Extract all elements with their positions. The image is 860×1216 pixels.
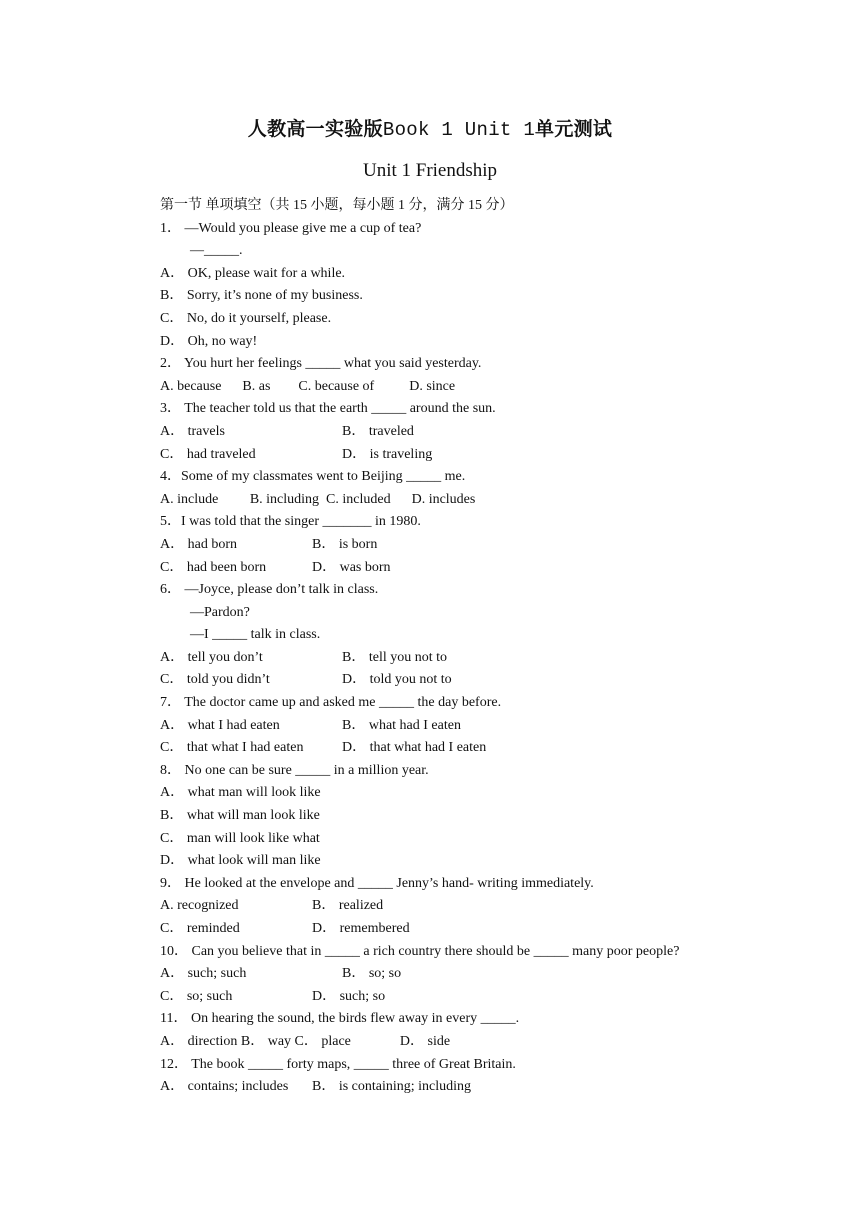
q4-stem: 4．Some of my classmates went to Beijing _____ me. xyxy=(160,469,466,485)
q12-stem: 12． The book _____ forty maps, _____ three of Great Britain. xyxy=(160,1056,516,1072)
q6-option-d: D． told you not to xyxy=(342,672,452,688)
section-heading: 第一节 单项填空（共 15 小题，每小题 1 分，满分 15 分） xyxy=(160,198,514,213)
q2-stem: 2． You hurt her feelings _____ what you said yesterday. xyxy=(160,356,482,372)
q1-option-a: A． OK, please wait for a while. xyxy=(160,265,346,281)
q12-options-row1 xyxy=(160,1076,780,1099)
q9-options-row1 xyxy=(160,895,780,918)
document-title xyxy=(0,114,860,141)
q7-option-c: C． that what I had eaten xyxy=(160,740,304,756)
q3-options-row2 xyxy=(160,444,780,467)
q6-line3: —I _____ talk in class. xyxy=(190,627,321,643)
title-cn: 人教高一实验版 xyxy=(247,119,383,140)
q5-options-row1 xyxy=(160,534,780,557)
q11-stem: 11． On hearing the sound, the birds flew away in every _____. xyxy=(160,1011,520,1027)
document-subtitle: Unit 1 Friendship xyxy=(362,160,498,181)
q8-stem: 8． No one can be sure _____ in a million year. xyxy=(160,762,429,778)
q9-option-a: A. recognized xyxy=(160,898,239,914)
q9-options-row2 xyxy=(160,918,780,941)
q6-option-a: A． tell you don’t xyxy=(160,649,263,665)
q12-option-a: A． contains; includes xyxy=(160,1079,289,1095)
q3-stem: 3． The teacher told us that the earth _____ around the sun. xyxy=(160,401,496,417)
q8-option-c: C． man will look like what xyxy=(160,830,320,846)
q3-option-b: B． traveled xyxy=(342,423,414,439)
q9-option-c: C． reminded xyxy=(160,921,240,936)
q1-stem: 1． —Would you please give me a cup of tea? xyxy=(160,220,422,236)
q6-option-c: C． told you didn’t xyxy=(160,672,270,688)
q6-options-row1 xyxy=(160,647,780,670)
title-mono: Book 1 Unit 1 xyxy=(382,119,536,141)
q8-option-d: D． what look will man like xyxy=(160,853,321,869)
q11-options: A． direction B． way C． place D． side xyxy=(160,1033,451,1049)
q6-option-b: B． tell you not to xyxy=(342,649,447,665)
q8-option-b: B． what will man look like xyxy=(160,808,320,824)
q10-option-b: B． so; so xyxy=(342,966,402,982)
q6-line2: —Pardon? xyxy=(190,604,250,620)
q10-stem: 10． Can you believe that in _____ a rich country there should be _____ many poor people? xyxy=(160,943,680,959)
q1-reply: —_____. xyxy=(190,243,243,259)
q4-options: A. include B. including C. included D. includes xyxy=(160,491,476,507)
q10-options-row1 xyxy=(160,963,780,986)
q8-option-a: A． what man will look like xyxy=(160,785,321,801)
q5-option-c: C． had been born xyxy=(160,559,267,575)
q7-options-row1 xyxy=(160,715,780,738)
question-list xyxy=(160,195,780,1099)
q10-option-d: D． such; so xyxy=(312,988,386,1004)
q2-options: A. because B. as C. because of D. since xyxy=(160,378,456,394)
q3-option-a: A． travels xyxy=(160,423,225,439)
q5-option-a: A． had born xyxy=(160,536,237,552)
q10-option-c: C． so; such xyxy=(160,988,233,1004)
q3-options-row1 xyxy=(160,421,780,444)
q6-options-row2 xyxy=(160,669,780,692)
q7-option-d: D． that what had I eaten xyxy=(342,740,487,756)
q5-option-d: D． was born xyxy=(312,559,391,575)
q1-option-d: D． Oh, no way! xyxy=(160,333,258,349)
q7-options-row2 xyxy=(160,737,780,760)
title-suffix: 单元测试 xyxy=(535,119,613,140)
q9-option-d: D． remembered xyxy=(312,921,410,936)
q5-stem: 5．I was told that the singer _______ in 1980. xyxy=(160,514,421,530)
q1-option-c: C． No, do it yourself, please. xyxy=(160,310,332,326)
q9-option-b: B． realized xyxy=(312,898,384,914)
q7-stem: 7． The doctor came up and asked me _____ the day before. xyxy=(160,695,502,711)
q3-option-d: D． is traveling xyxy=(342,446,433,462)
q3-option-c: C． had traveled xyxy=(160,446,256,462)
q10-option-a: A． such; such xyxy=(160,966,247,982)
q10-options-row2 xyxy=(160,986,780,1009)
q12-option-b: B． is containing; including xyxy=(312,1079,472,1095)
q1-option-b: B． Sorry, it’s none of my business. xyxy=(160,288,363,304)
q5-options-row2 xyxy=(160,557,780,580)
q7-option-b: B． what had I eaten xyxy=(342,717,461,733)
q9-stem: 9． He looked at the envelope and _____ Jenny’s hand- writing immediately. xyxy=(160,875,594,891)
q5-option-b: B． is born xyxy=(312,536,378,552)
q6-stem: 6． —Joyce, please don’t talk in class. xyxy=(160,582,379,598)
q7-option-a: A． what I had eaten xyxy=(160,717,280,733)
